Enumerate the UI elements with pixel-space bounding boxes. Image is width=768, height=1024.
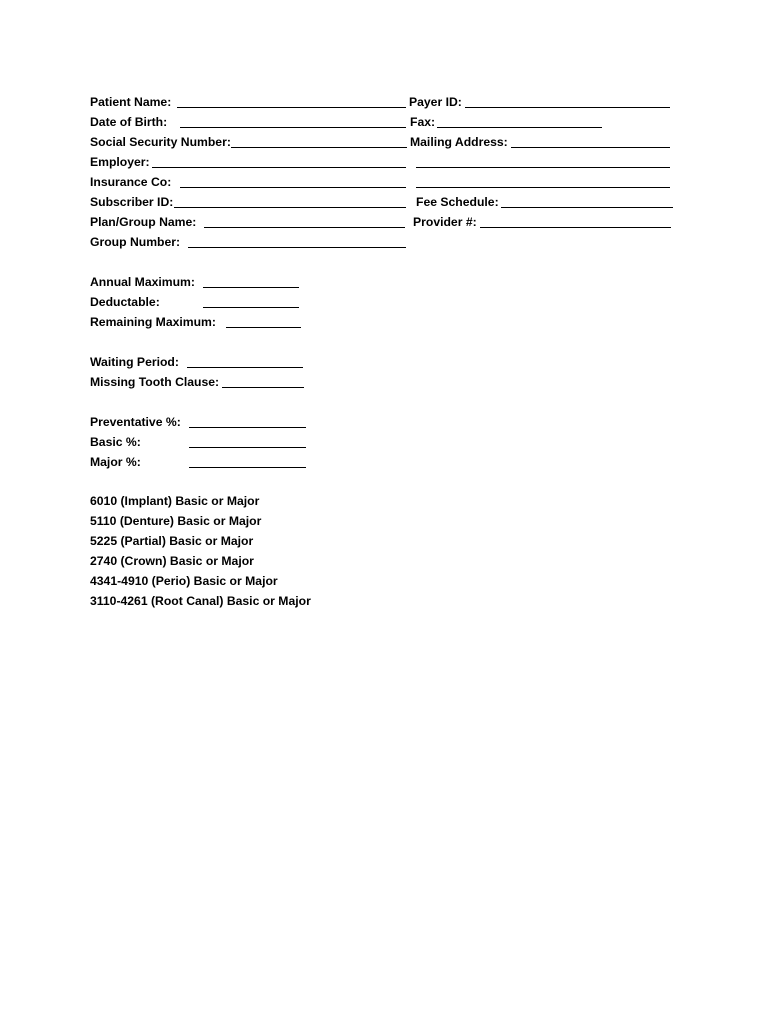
row-ssn-address [0,132,768,152]
code-line [0,531,768,551]
insurance-co-field[interactable] [180,172,406,192]
insurance-co-label: Insurance Co: [90,175,172,189]
deductable-label: Deductable: [90,295,160,309]
annual-maximum-label: Annual Maximum: [90,275,195,289]
deductable-field[interactable] [203,292,299,312]
fee-schedule-field[interactable] [501,192,673,212]
row-subscriber-fee [0,192,768,212]
payer-id-label: Payer ID: [409,95,462,109]
patient-name-label: Patient Name: [90,95,172,109]
date-of-birth-label: Date of Birth: [90,115,168,129]
remaining-maximum-label: Remaining Maximum: [90,315,216,329]
code-crown: 2740 (Crown) Basic or Major [90,554,254,568]
code-line [0,511,768,531]
row-plan-provider [0,212,768,232]
fee-schedule-label: Fee Schedule: [416,195,499,209]
fax-field[interactable] [437,112,602,132]
mailing-address-line-2[interactable] [416,152,670,172]
missing-tooth-clause-label: Missing Tooth Clause: [90,375,220,389]
patient-name-field[interactable] [177,92,406,112]
waiting-period-label: Waiting Period: [90,355,179,369]
mailing-address-field[interactable] [511,132,670,152]
annual-maximum-field[interactable] [203,272,299,292]
row-patient-payer [0,92,768,112]
provider-field[interactable] [480,212,671,232]
subscriber-id-label: Subscriber ID: [90,195,174,209]
major-label: Major %: [90,455,141,469]
basic-label: Basic %: [90,435,141,449]
waiting-period-field[interactable] [187,352,303,372]
code-implant: 6010 (Implant) Basic or Major [90,494,260,508]
remaining-maximum-field[interactable] [226,312,301,332]
ssn-field[interactable] [231,132,407,152]
ssn-label: Social Security Number: [90,135,231,149]
subscriber-id-field[interactable] [174,192,406,212]
mailing-address-label: Mailing Address: [410,135,508,149]
row-dob-fax [0,112,768,132]
provider-label: Provider #: [413,215,477,229]
row-remaining-maximum [0,312,768,332]
row-annual-maximum [0,272,768,292]
row-missing-tooth-clause [0,372,768,392]
row-group-number [0,232,768,252]
row-preventative [0,412,768,432]
row-insurance [0,172,768,192]
code-root-canal: 3110-4261 (Root Canal) Basic or Major [90,594,311,608]
preventative-label: Preventative %: [90,415,181,429]
fax-label: Fax: [410,115,436,129]
code-denture: 5110 (Denture) Basic or Major [90,514,262,528]
row-waiting-period [0,352,768,372]
basic-field[interactable] [189,432,306,452]
row-deductable [0,292,768,312]
code-line [0,491,768,511]
plan-group-name-label: Plan/Group Name: [90,215,197,229]
preventative-field[interactable] [189,412,306,432]
mailing-address-line-3[interactable] [416,172,670,192]
group-number-field[interactable] [188,232,406,252]
row-major [0,452,768,472]
payer-id-field[interactable] [465,92,670,112]
employer-field[interactable] [152,152,406,172]
missing-tooth-clause-field[interactable] [222,372,304,392]
row-basic [0,432,768,452]
code-partial: 5225 (Partial) Basic or Major [90,534,254,548]
plan-group-name-field[interactable] [204,212,405,232]
group-number-label: Group Number: [90,235,181,249]
row-employer [0,152,768,172]
employer-label: Employer: [90,155,150,169]
code-line [0,591,768,611]
code-line [0,551,768,571]
code-perio: 4341-4910 (Perio) Basic or Major [90,574,278,588]
major-field[interactable] [189,452,306,472]
code-line [0,571,768,591]
date-of-birth-field[interactable] [180,112,406,132]
